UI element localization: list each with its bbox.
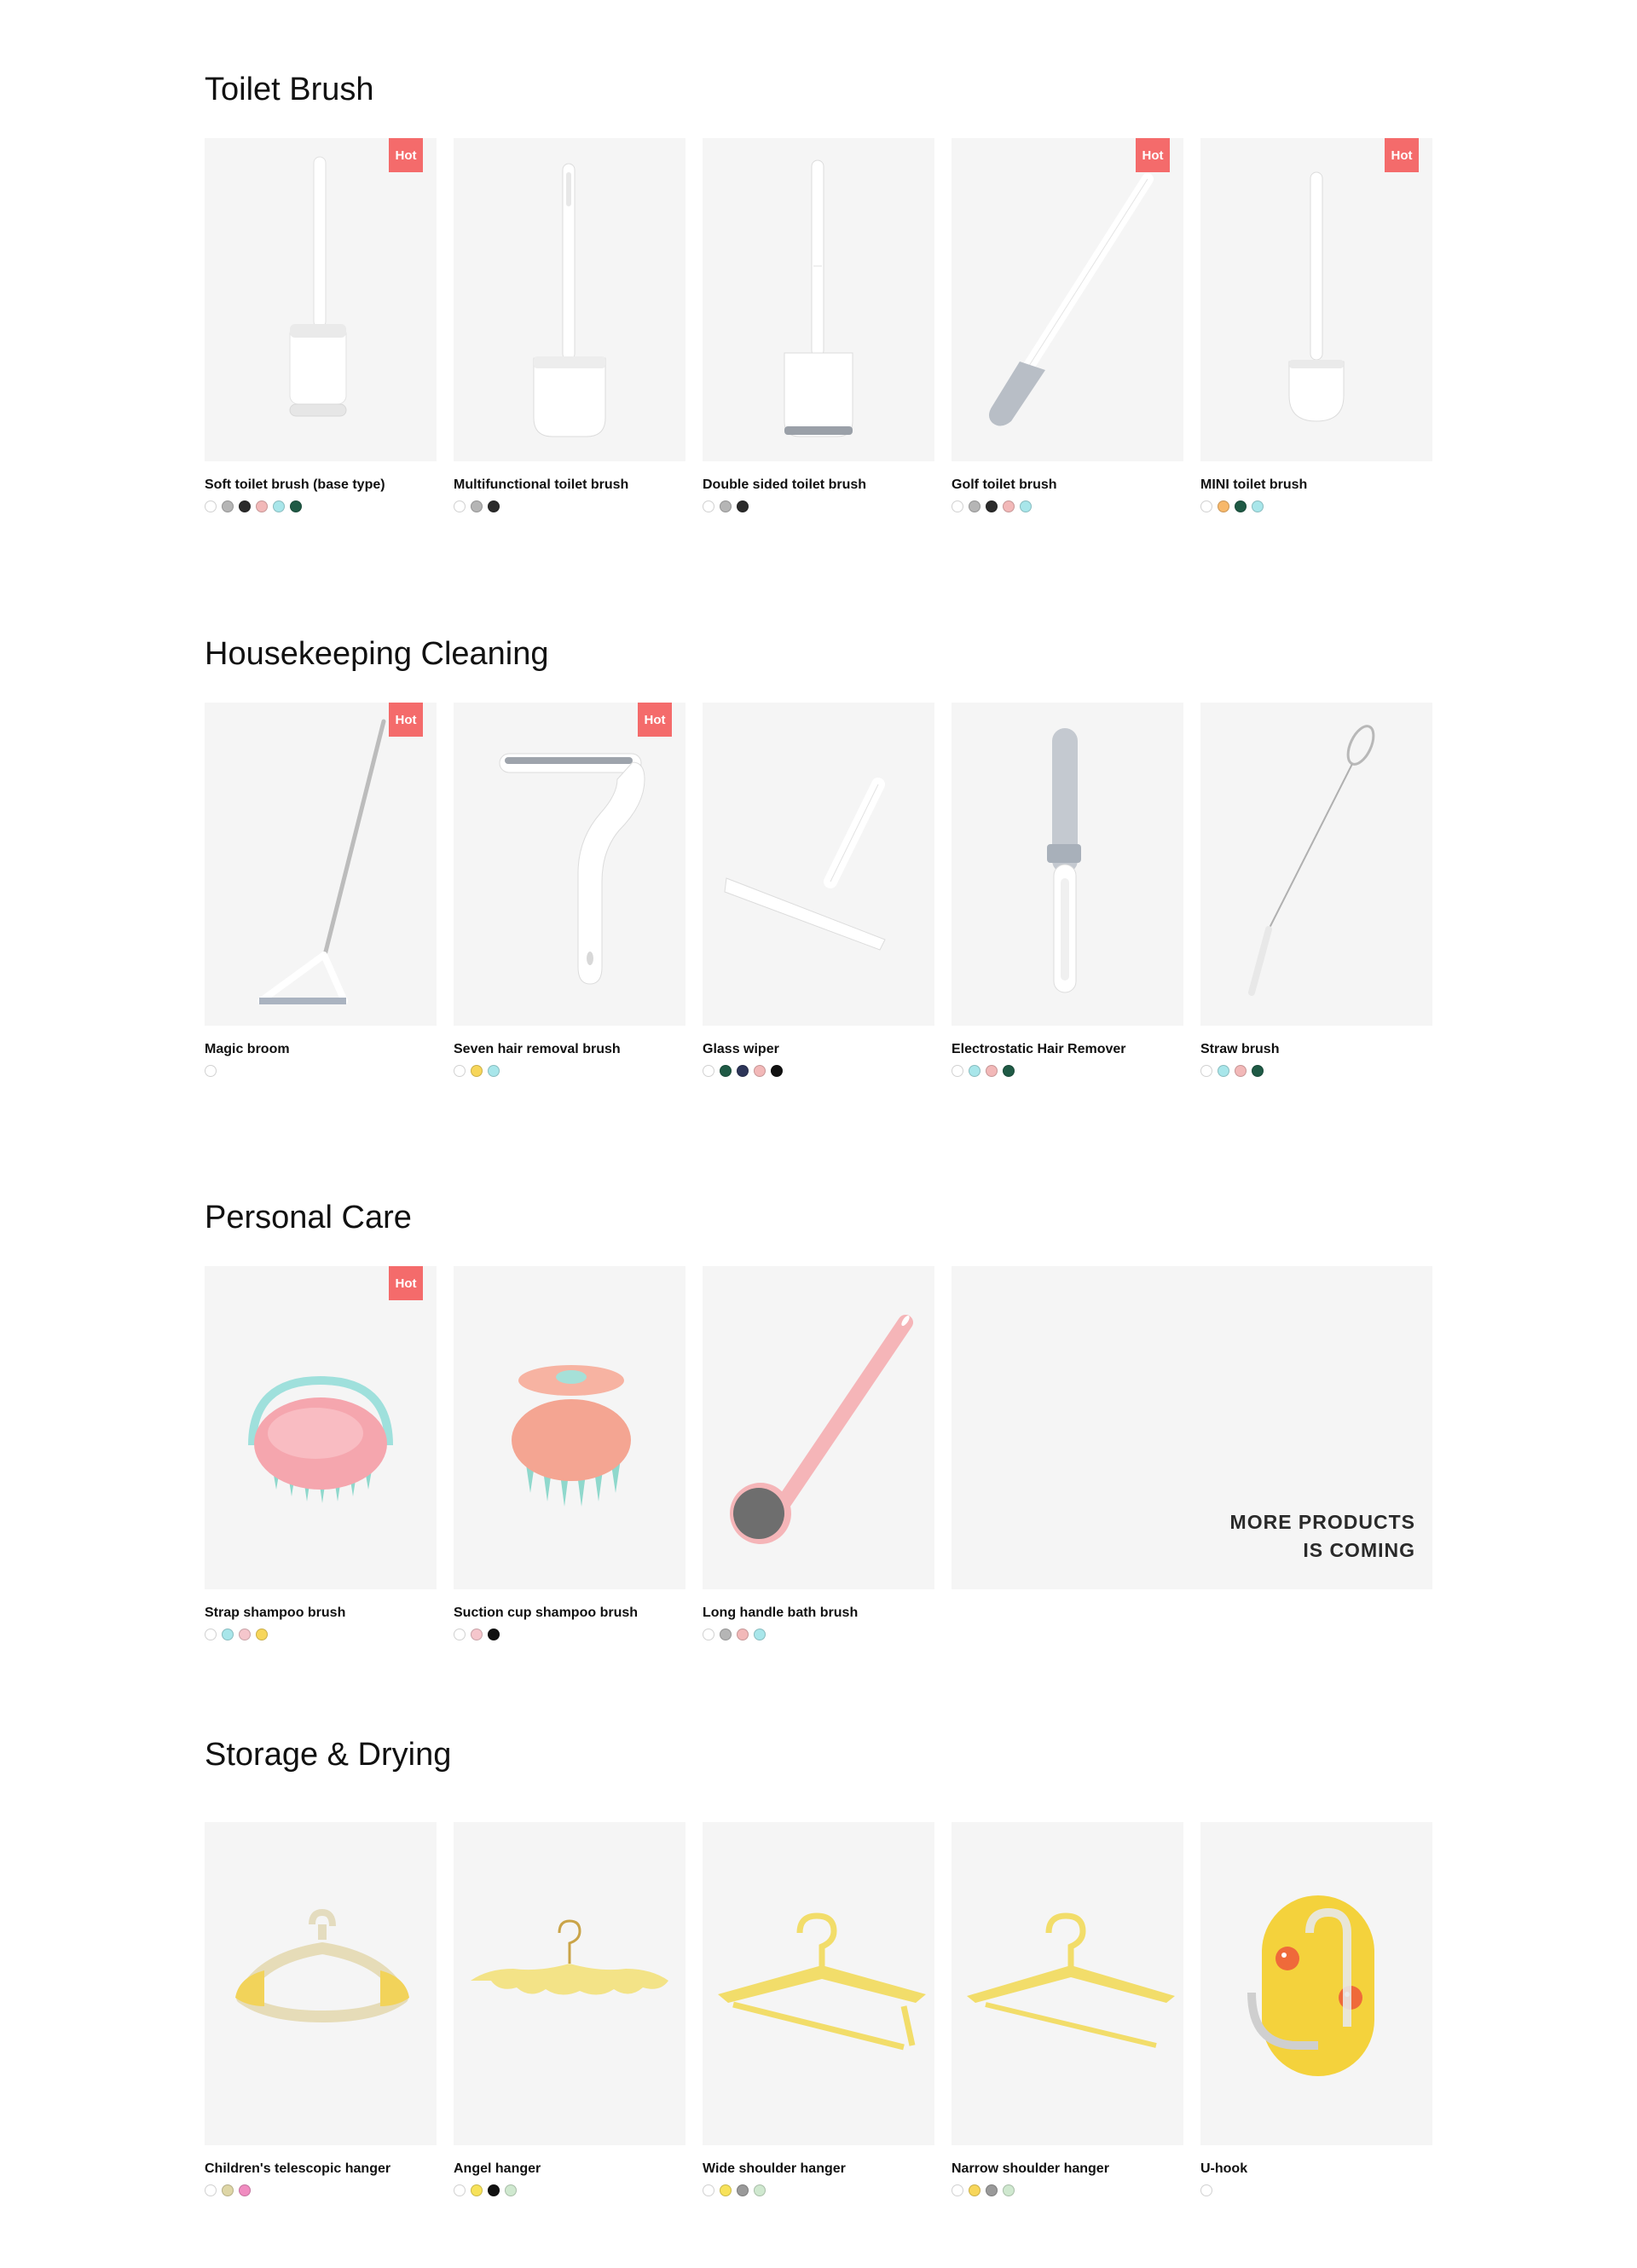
long-handle-bath-brush-icon [703,1266,934,1589]
color-swatches [703,1065,788,1079]
product-name[interactable]: Suction cup shampoo brush [454,1606,639,1620]
magic-broom-icon [205,703,437,1026]
color-swatch[interactable] [1200,2184,1212,2196]
color-swatch[interactable] [720,1065,732,1077]
more-products-line1: MORE PRODUCTS [1229,1511,1415,1533]
color-swatch[interactable] [1003,2184,1015,2196]
color-swatches [205,2184,256,2198]
color-swatch[interactable] [720,2184,732,2196]
color-swatch[interactable] [754,1629,766,1640]
product-card[interactable] [205,138,437,530]
hot-badge: Hot [1136,138,1170,172]
product-card[interactable] [703,703,934,1095]
color-swatch[interactable] [488,2184,500,2196]
product-card[interactable] [703,1822,934,2214]
product-name[interactable]: Glass wiper [703,1042,779,1056]
color-swatch[interactable] [952,2184,963,2196]
product-name[interactable]: Soft toilet brush (base type) [205,477,385,492]
color-swatch[interactable] [222,500,234,512]
narrow-shoulder-hanger-icon [952,1822,1183,2145]
color-swatch[interactable] [1003,500,1015,512]
product-image[interactable] [205,138,437,461]
color-swatch[interactable] [454,2184,466,2196]
color-swatch[interactable] [1003,1065,1015,1077]
product-image[interactable] [703,138,934,461]
color-swatch[interactable] [1200,500,1212,512]
color-swatch[interactable] [471,2184,483,2196]
color-swatch[interactable] [703,1629,714,1640]
electrostatic-hair-remover-icon [952,703,1183,1026]
product-image[interactable] [1200,1822,1432,2145]
color-swatch[interactable] [754,1065,766,1077]
product-card[interactable] [205,1266,437,1658]
color-swatch[interactable] [454,1065,466,1077]
mini-toilet-brush-icon [1200,138,1432,461]
section-title: Personal Care [205,1200,412,1235]
hair-removal-brush-icon [454,703,685,1026]
color-swatch[interactable] [290,500,302,512]
hot-badge: Hot [389,703,423,737]
color-swatch[interactable] [239,500,251,512]
product-name[interactable]: Strap shampoo brush [205,1606,346,1620]
product-grid [205,1822,1432,2231]
color-swatch[interactable] [505,2184,517,2196]
product-card[interactable] [205,703,437,1095]
product-name[interactable]: Wide shoulder hanger [703,2161,846,2176]
color-swatch[interactable] [1218,500,1229,512]
color-swatch[interactable] [1020,500,1032,512]
color-swatch[interactable] [239,2184,251,2196]
product-name[interactable]: Double sided toilet brush [703,477,867,492]
color-swatch[interactable] [771,1065,783,1077]
color-swatches [952,500,1037,514]
color-swatch[interactable] [205,1629,217,1640]
product-name[interactable]: Children's telescopic hanger [205,2161,391,2176]
color-swatch[interactable] [273,500,285,512]
color-swatch[interactable] [703,2184,714,2196]
color-swatches [952,2184,1020,2198]
color-swatch[interactable] [205,1065,217,1077]
color-swatch[interactable] [703,500,714,512]
color-swatch[interactable] [969,2184,980,2196]
strap-shampoo-brush-icon [205,1266,437,1589]
product-card[interactable] [703,138,934,530]
product-name[interactable]: Seven hair removal brush [454,1042,621,1056]
product-grid [205,703,1432,1112]
color-swatch[interactable] [986,500,998,512]
product-image[interactable] [952,1822,1183,2145]
color-swatch[interactable] [471,1629,483,1640]
product-name[interactable]: Multifunctional toilet brush [454,477,629,492]
color-swatch[interactable] [454,500,466,512]
product-name[interactable]: MINI toilet brush [1200,477,1308,492]
product-card[interactable] [454,1266,685,1658]
product-card[interactable] [454,138,685,530]
u-hook-icon [1200,1822,1432,2145]
product-card[interactable] [952,1822,1183,2214]
color-swatch[interactable] [1235,500,1247,512]
angel-hanger-icon [454,1822,685,2145]
color-swatch[interactable] [488,1065,500,1077]
childrens-telescopic-hanger-icon [205,1822,437,2145]
product-name[interactable]: Electrostatic Hair Remover [952,1042,1126,1056]
golf-toilet-brush-icon [952,138,1183,461]
color-swatch[interactable] [205,2184,217,2196]
color-swatch[interactable] [256,1629,268,1640]
color-swatches [952,1065,1020,1079]
product-card[interactable] [952,138,1183,530]
color-swatches [1200,500,1269,514]
product-image[interactable] [454,1822,685,2145]
color-swatches [205,1065,222,1079]
hot-badge: Hot [638,703,672,737]
toilet-brush-base-icon [205,138,437,461]
straw-brush-icon [1200,703,1432,1026]
color-swatches [454,2184,522,2198]
section-title: Toilet Brush [205,72,374,107]
color-swatches [1200,2184,1218,2198]
more-products-card [952,1266,1432,1589]
color-swatch[interactable] [488,1629,500,1640]
hot-badge: Hot [389,1266,423,1300]
color-swatch[interactable] [737,1629,749,1640]
hot-badge: Hot [389,138,423,172]
color-swatch[interactable] [1235,1065,1247,1077]
color-swatches [703,2184,771,2198]
color-swatches [205,500,307,514]
more-products-line2: IS COMING [1303,1539,1415,1561]
color-swatch[interactable] [1252,500,1264,512]
color-swatch[interactable] [986,1065,998,1077]
glass-wiper-icon [703,703,934,1026]
color-swatch[interactable] [222,1629,234,1640]
color-swatch[interactable] [454,1629,466,1640]
color-swatch[interactable] [952,1065,963,1077]
product-image[interactable] [1200,703,1432,1026]
product-card[interactable] [1200,1822,1432,2214]
product-grid [205,138,1432,547]
product-name[interactable]: Long handle bath brush [703,1606,859,1620]
color-swatch[interactable] [969,1065,980,1077]
color-swatch[interactable] [737,2184,749,2196]
product-name[interactable]: Angel hanger [454,2161,541,2176]
product-card[interactable] [1200,138,1432,530]
product-name[interactable]: U-hook [1200,2161,1248,2176]
color-swatch[interactable] [703,1065,714,1077]
color-swatches [454,1629,505,1642]
color-swatch[interactable] [222,2184,234,2196]
color-swatch[interactable] [969,500,980,512]
color-swatch[interactable] [471,1065,483,1077]
color-swatch[interactable] [205,500,217,512]
color-swatches [205,1629,273,1642]
section-title: Housekeeping Cleaning [205,636,549,672]
product-image[interactable] [205,1822,437,2145]
product-name[interactable]: Magic broom [205,1042,290,1056]
color-swatch[interactable] [1200,1065,1212,1077]
product-image[interactable] [1200,138,1432,461]
product-image[interactable] [703,1266,934,1589]
color-swatch[interactable] [720,1629,732,1640]
color-swatch[interactable] [471,500,483,512]
product-image[interactable] [205,703,437,1026]
product-image[interactable] [454,1266,685,1589]
color-swatch[interactable] [754,2184,766,2196]
product-name[interactable]: Golf toilet brush [952,477,1057,492]
product-image[interactable] [703,1822,934,2145]
product-image[interactable] [952,138,1183,461]
color-swatches [1200,1065,1269,1079]
hot-badge: Hot [1385,138,1419,172]
product-card[interactable] [952,703,1183,1095]
product-image[interactable] [952,703,1183,1026]
toilet-brush-holder-icon [454,138,685,461]
product-name[interactable]: Narrow shoulder hanger [952,2161,1109,2176]
section-title: Storage & Drying [205,1737,452,1773]
color-swatches [703,500,754,514]
product-card[interactable] [205,1822,437,2214]
color-swatch[interactable] [986,2184,998,2196]
product-name[interactable]: Straw brush [1200,1042,1280,1056]
color-swatch[interactable] [737,500,749,512]
color-swatch[interactable] [488,500,500,512]
product-card[interactable] [454,1822,685,2214]
color-swatch[interactable] [720,500,732,512]
product-image[interactable] [703,703,934,1026]
product-card[interactable] [1200,703,1432,1095]
product-image[interactable] [454,138,685,461]
product-card[interactable] [703,1266,934,1658]
color-swatches [703,1629,771,1642]
color-swatch[interactable] [239,1629,251,1640]
more-products-text [1230,1508,1415,1565]
product-grid [205,1266,1432,1675]
color-swatch[interactable] [256,500,268,512]
color-swatch[interactable] [737,1065,749,1077]
color-swatches [454,1065,505,1079]
color-swatches [454,500,505,514]
product-card[interactable] [454,703,685,1095]
product-image[interactable] [454,703,685,1026]
color-swatch[interactable] [952,500,963,512]
color-swatch[interactable] [1252,1065,1264,1077]
suction-cup-shampoo-brush-icon [454,1266,685,1589]
toilet-brush-double-icon [703,138,934,461]
wide-shoulder-hanger-icon [703,1822,934,2145]
color-swatch[interactable] [1218,1065,1229,1077]
product-image[interactable] [205,1266,437,1589]
